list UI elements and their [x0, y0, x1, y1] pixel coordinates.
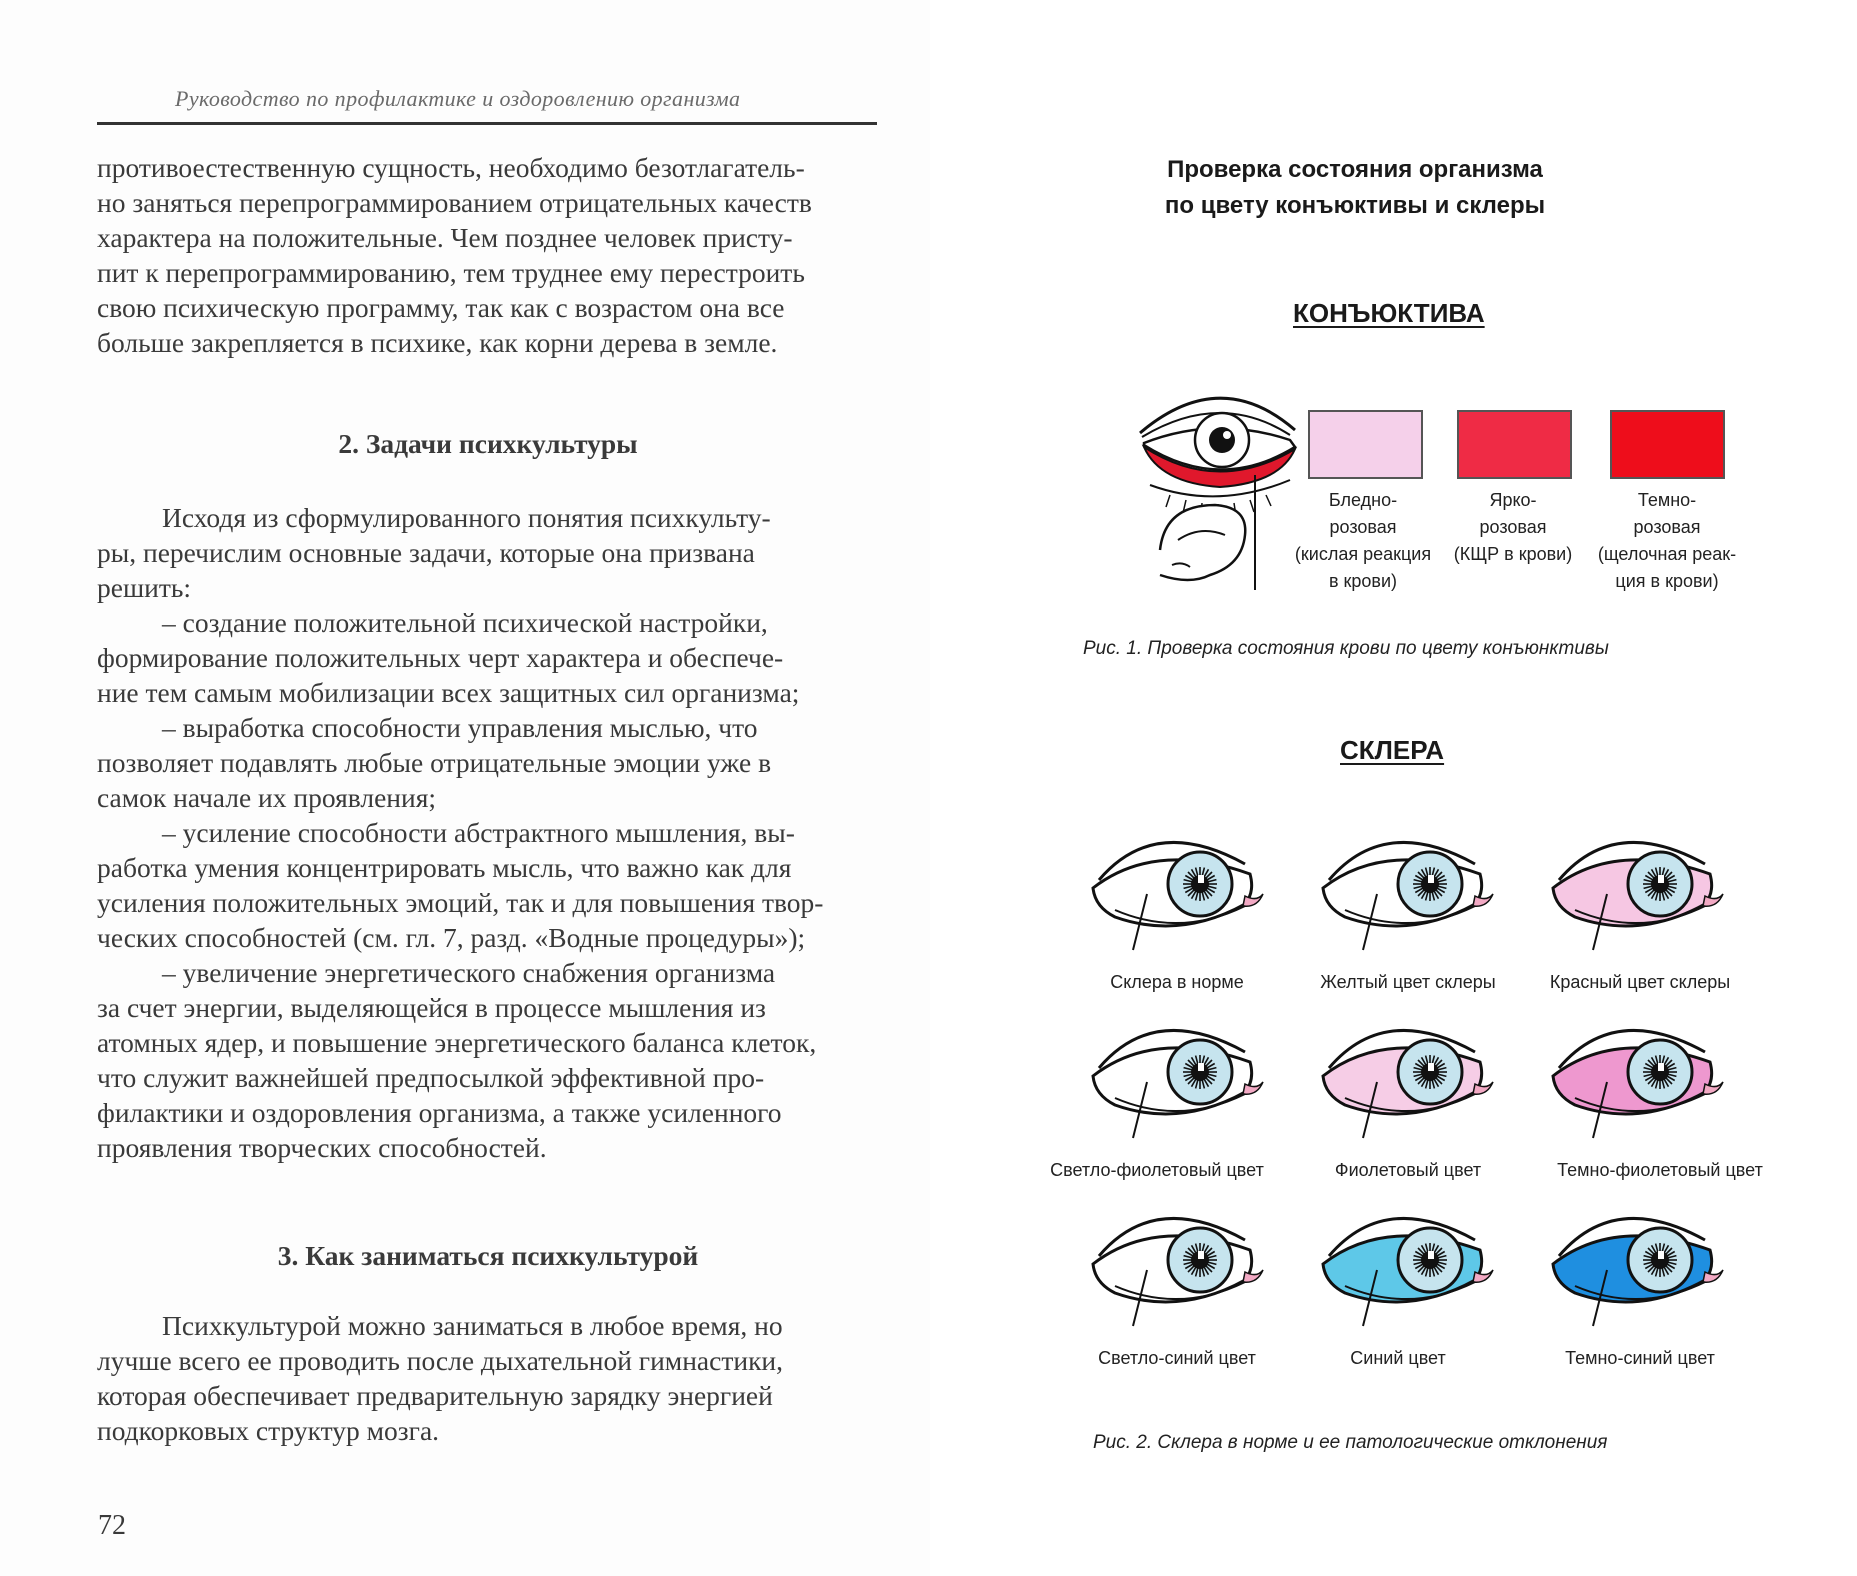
- section-heading-2: 2. Задачи психкультуры: [338, 428, 638, 459]
- label-line: (КЩР в крови): [1453, 544, 1573, 564]
- text-line: позволяет подавлять любые отрицательные эмоции уже в: [97, 747, 772, 778]
- text-line: что служит важнейшей предпосылкой эффективной про-: [97, 1062, 765, 1093]
- list-item-line: – увеличение энергетического снабжения организма: [162, 957, 776, 988]
- text-line: которая обеспечивает предварительную зарядку энергией: [97, 1380, 773, 1411]
- section-heading-3: 3. Как заниматься психкультурой: [277, 1240, 699, 1271]
- text-line: работка умения концентрировать мысль, что важно как для: [97, 852, 792, 883]
- swatch-pale-pink: [1308, 410, 1423, 479]
- eye-dark-violet: [1545, 1010, 1735, 1140]
- swatch-dark-pink: [1610, 410, 1725, 479]
- eye-label: Светло-фиолетовый цвет: [1050, 1160, 1264, 1180]
- text-line: но заняться перепрограммированием отрицательных качеств: [97, 187, 812, 218]
- swatch-label-bright-pink: [1433, 487, 1593, 568]
- figure-page-title: [1095, 152, 1615, 224]
- swatch-label-dark-pink: [1587, 487, 1747, 595]
- eye-label: Синий цвет: [1350, 1348, 1446, 1368]
- eye-dark-blue: [1545, 1198, 1735, 1328]
- label-line: розовая: [1479, 517, 1547, 537]
- label-line: в крови): [1328, 571, 1398, 591]
- eye-violet: [1315, 1010, 1505, 1140]
- text-line: усиления положительных эмоций, так и для повышения твор-: [97, 887, 824, 918]
- label-line: Бледно-: [1328, 490, 1398, 510]
- eye-label: Темно-фиолетовый цвет: [1557, 1160, 1763, 1180]
- text-line: Исходя из сформулированного понятия психкульту-: [162, 502, 771, 533]
- paragraph-1: [97, 150, 879, 360]
- conjunctiva-heading: КОНЪЮКТИВА: [1293, 298, 1485, 328]
- eye-label: Склера в норме: [1110, 972, 1244, 992]
- list-item-line: – выработка способности управления мыслью, что: [162, 712, 758, 743]
- text-line: решить:: [97, 572, 192, 603]
- swatch-bright-pink: [1457, 410, 1572, 479]
- title-line-1: Проверка состояния организма: [1167, 156, 1543, 183]
- paragraph-2: [97, 500, 879, 1165]
- label-line: ция в крови): [1615, 571, 1719, 591]
- eye-light-blue: [1085, 1198, 1275, 1328]
- text-line: ние тем самым мобилизации всех защитных сил организма;: [97, 677, 800, 708]
- text-line: свою психическую программу, так как с возрастом она все: [97, 292, 785, 323]
- text-line: подкорковых структур мозга.: [97, 1415, 440, 1446]
- label-line: (кислая реакция: [1294, 544, 1432, 564]
- text-line: самок начале их проявления;: [97, 782, 436, 813]
- text-line: филактики и оздоровления организма, а также усиленного: [97, 1097, 782, 1128]
- right-page: [930, 0, 1857, 1576]
- swatch-label-pale-pink: [1283, 487, 1443, 595]
- eye-label: Фиолетовый цвет: [1334, 1160, 1482, 1180]
- text-line: противоестественную сущность, необходимо безотлагатель-: [97, 152, 805, 183]
- text-line: больше закрепляется в психике, как корни дерева в земле.: [97, 327, 778, 358]
- eye-yellow: [1315, 822, 1505, 952]
- paragraph-3: [97, 1308, 879, 1448]
- label-line: розовая: [1633, 517, 1701, 537]
- text-line: ры, перечислим основные задачи, которые она призвана: [97, 537, 755, 568]
- eye-label: Красный цвет склеры: [1549, 972, 1731, 992]
- running-head: Руководство по профилактике и оздоровлению организма: [175, 86, 741, 111]
- text-line: атомных ядер, и повышение энергетического баланса клеток,: [97, 1027, 817, 1058]
- figure-1-caption: Рис. 1. Проверка состояния крови по цвету конъюнктивы: [1083, 638, 1609, 659]
- eye-light-violet: [1085, 1010, 1275, 1140]
- label-line: Ярко-: [1489, 490, 1537, 510]
- page-number: 72: [98, 1510, 126, 1541]
- text-line: пит к перепрограммированию, тем труднее ему перестроить: [97, 257, 805, 288]
- list-item-line: – усиление способности абстрактного мышления, вы-: [162, 817, 795, 848]
- eye-label: Желтый цвет склеры: [1320, 972, 1496, 992]
- eye-blue: [1315, 1198, 1505, 1328]
- label-line: (щелочная реак-: [1597, 544, 1737, 564]
- text-line: Психкультурой можно заниматься в любое время, но: [162, 1310, 783, 1341]
- text-line: лучше всего ее проводить после дыхательной гимнастики,: [97, 1345, 784, 1376]
- sclera-heading: СКЛЕРА: [1340, 735, 1445, 765]
- title-line-2: по цвету конъюктивы и склеры: [1164, 192, 1546, 219]
- text-line: формирование положительных черт характера и обеспече-: [97, 642, 784, 673]
- eye-red: [1545, 822, 1735, 952]
- text-line: характера на положительные. Чем позднее человек присту-: [97, 222, 793, 253]
- text-line: за счет энергии, выделяющейся в процессе мышления из: [97, 992, 766, 1023]
- figure-2-caption: Рис. 2. Склера в норме и ее патологические отклонения: [1093, 1432, 1608, 1453]
- eye-normal: [1085, 822, 1275, 952]
- eye-label: Светло-синий цвет: [1098, 1348, 1256, 1368]
- list-item-line: – создание положительной психической настройки,: [162, 607, 768, 638]
- text-line: ческих способностей (см. гл. 7, разд. «Водные процедуры»);: [97, 922, 806, 953]
- label-line: розовая: [1329, 517, 1397, 537]
- text-line: проявления творческих способностей.: [97, 1132, 547, 1163]
- eye-label: Темно-синий цвет: [1565, 1348, 1715, 1368]
- header-rule: [97, 122, 877, 125]
- label-line: Темно-: [1637, 490, 1697, 510]
